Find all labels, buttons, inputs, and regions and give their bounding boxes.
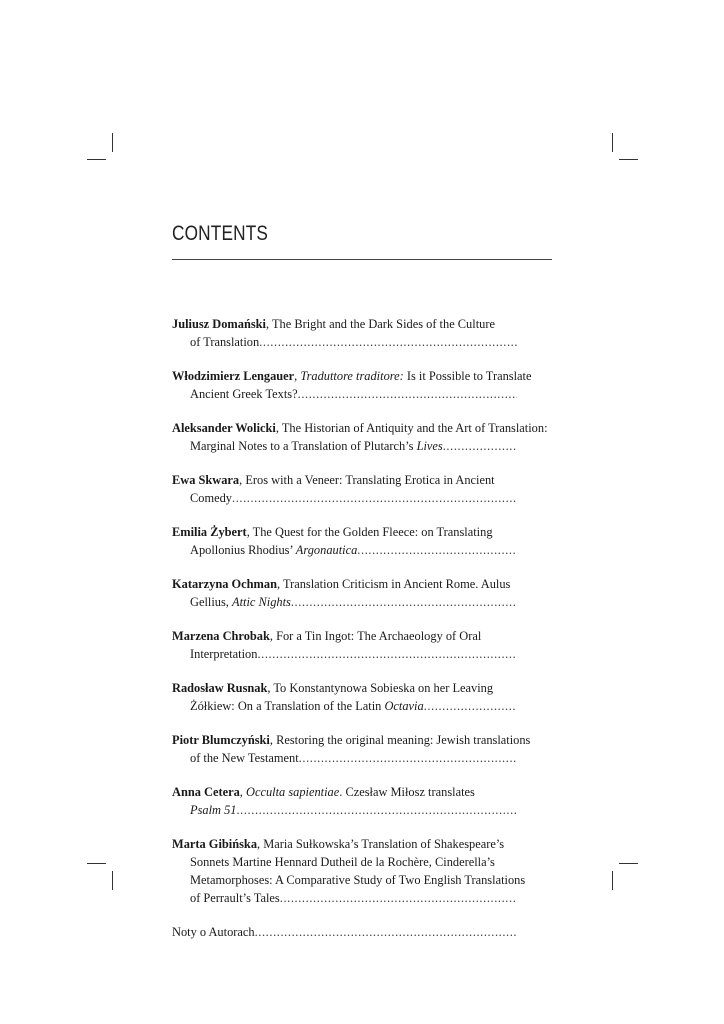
toc-entry-title-text bbox=[172, 369, 531, 383]
toc-entry-title-last-line bbox=[172, 593, 517, 611]
toc-entry-title-segment: Noty o Autorach bbox=[172, 925, 255, 939]
toc-entry-title-text bbox=[172, 681, 493, 695]
toc-entry-title-segment: Sonnets Martine Hennard Dutheil de la Rochère, Cinderella’s bbox=[190, 855, 495, 869]
toc-entry-title-segment: of Perrault’s Tales bbox=[190, 891, 280, 905]
page-title: CONTENTS bbox=[172, 222, 269, 245]
toc-entry-title-segment: , For a Tin Ingot: The Archaeology of Oral bbox=[269, 629, 482, 643]
toc-entry-title-text bbox=[172, 317, 495, 331]
toc-entry-author: Emilia Żybert bbox=[172, 525, 247, 539]
toc-entry-title-text bbox=[172, 421, 548, 435]
toc-entry[interactable] bbox=[172, 315, 517, 351]
dot-leader bbox=[259, 333, 517, 351]
toc-entry-title-segment: Argonautica bbox=[295, 543, 358, 557]
toc-entry-title-text bbox=[172, 837, 504, 851]
toc-entry-title-last-line bbox=[172, 541, 517, 559]
toc-entry-title-line bbox=[172, 853, 517, 871]
dot-leader bbox=[443, 437, 517, 455]
toc-entry-title-segment: , The Historian of Antiquity and the Art of Translation: bbox=[275, 421, 548, 435]
toc-entry-author: Piotr Blumczyński bbox=[172, 733, 270, 747]
toc-entry-title-segment: , The Quest for the Golden Fleece: on Translating bbox=[246, 525, 493, 539]
toc-entry-title-last-line bbox=[172, 645, 517, 663]
toc-entry[interactable] bbox=[172, 471, 517, 507]
toc-entry-title-text bbox=[190, 593, 291, 611]
toc-entry-title-last-line bbox=[172, 801, 517, 819]
toc-entry-title-line bbox=[172, 731, 531, 749]
dot-leader bbox=[357, 541, 517, 559]
toc-entry-title-text bbox=[190, 855, 495, 869]
toc-entry-author: Aleksander Wolicki bbox=[172, 421, 276, 435]
toc-entry-author: Marzena Chrobak bbox=[172, 629, 270, 643]
toc-entry[interactable] bbox=[172, 923, 517, 941]
crop-mark-bottom-left-horizontal bbox=[87, 863, 106, 864]
toc-entry[interactable] bbox=[172, 731, 531, 767]
toc-entry-title-line bbox=[172, 679, 517, 697]
toc-entry-title-last-line bbox=[172, 749, 517, 767]
dot-leader bbox=[424, 697, 517, 715]
toc-entry-title-segment: Żółkiew: On a Translation of the Latin bbox=[190, 699, 385, 713]
toc-entry-title-text bbox=[190, 749, 299, 767]
toc-entry-title-text bbox=[190, 801, 236, 819]
toc-entry-title-segment: . Czesław Miłosz translates bbox=[339, 785, 475, 799]
toc-entry-title-segment: Marginal Notes to a Translation of Plutarch’s bbox=[190, 439, 417, 453]
crop-mark-top-left-vertical bbox=[112, 133, 113, 152]
crop-mark-top-left-horizontal bbox=[87, 159, 106, 160]
toc-entry-title-segment: , To Konstantynowa Sobieska on her Leaving bbox=[267, 681, 494, 695]
toc-entry-title-line bbox=[172, 523, 517, 541]
toc-entry-title-last-line bbox=[172, 437, 517, 455]
toc-entry-title-text bbox=[190, 889, 280, 907]
toc-entry-title-segment: Lives bbox=[416, 439, 443, 453]
toc-entry-title-text bbox=[190, 541, 357, 559]
toc-entry-author: Katarzyna Ochman bbox=[172, 577, 277, 591]
toc-entry-author: Radosław Rusnak bbox=[172, 681, 268, 695]
toc-entry[interactable] bbox=[172, 783, 517, 819]
dot-leader bbox=[232, 489, 517, 507]
toc-entry-title-text bbox=[190, 645, 257, 663]
toc-entry-title-text bbox=[172, 785, 475, 799]
toc-entry-title-segment: , The Bright and the Dark Sides of the Culture bbox=[266, 317, 495, 331]
toc-entry-title-text bbox=[172, 923, 255, 941]
title-rule bbox=[172, 259, 552, 260]
toc-entry-title-last-line bbox=[172, 923, 517, 941]
crop-mark-top-right-vertical bbox=[612, 133, 613, 152]
toc-entry-title-line bbox=[172, 315, 517, 333]
toc-entry-title-segment: Traduttore traditore: bbox=[300, 369, 404, 383]
toc-entry-title-text bbox=[190, 437, 443, 455]
toc-entry-author: Marta Gibińska bbox=[172, 837, 258, 851]
toc-entry-title-text bbox=[172, 577, 510, 591]
toc-entry-title-last-line bbox=[172, 697, 517, 715]
toc-entry[interactable] bbox=[172, 835, 526, 907]
dot-leader bbox=[236, 801, 517, 819]
toc-entry-title-segment: Attic Nights bbox=[232, 595, 291, 609]
toc-entry-title-text bbox=[190, 873, 525, 887]
toc-entry-author: Anna Cetera bbox=[172, 785, 240, 799]
toc-entry-title-segment: , Eros with a Veneer: Translating Erotica in Ancient bbox=[239, 473, 495, 487]
toc-entry-title-segment: Occulta sapientiae bbox=[246, 785, 340, 799]
toc-entry-title-text bbox=[172, 629, 481, 643]
dot-leader bbox=[280, 889, 517, 907]
toc-entry-title-text bbox=[190, 333, 259, 351]
toc-entry-title-last-line bbox=[172, 385, 517, 403]
toc-entry-title-segment: of Translation bbox=[190, 335, 260, 349]
table-of-contents bbox=[172, 315, 548, 957]
toc-entry-title-segment: , bbox=[294, 369, 301, 383]
toc-entry-title-line bbox=[172, 471, 517, 489]
toc-entry[interactable] bbox=[172, 367, 532, 403]
crop-mark-bottom-right-horizontal bbox=[619, 863, 638, 864]
toc-entry-title-text bbox=[190, 489, 232, 507]
toc-entry[interactable] bbox=[172, 679, 517, 715]
dot-leader bbox=[299, 749, 517, 767]
crop-mark-bottom-right-vertical bbox=[612, 871, 613, 890]
crop-mark-top-right-horizontal bbox=[619, 159, 638, 160]
toc-entry-title-text bbox=[172, 733, 530, 747]
dot-leader bbox=[291, 593, 517, 611]
toc-entry-title-segment: Metamorphoses: A Comparative Study of Two English Translations bbox=[190, 873, 526, 887]
dot-leader bbox=[257, 645, 517, 663]
toc-entry-title-line bbox=[172, 871, 526, 889]
toc-entry-title-line bbox=[172, 783, 517, 801]
toc-entry-title-line bbox=[172, 627, 517, 645]
toc-entry-title-last-line bbox=[172, 889, 517, 907]
toc-entry-title-segment: Comedy bbox=[190, 491, 232, 505]
crop-mark-bottom-left-vertical bbox=[112, 871, 113, 890]
toc-entry-title-text bbox=[172, 473, 495, 487]
toc-entry-title-segment: Is it Possible to Translate bbox=[403, 369, 532, 383]
toc-entry-title-segment: , Restoring the original meaning: Jewish translations bbox=[269, 733, 531, 747]
toc-entry-title-text bbox=[172, 525, 493, 539]
toc-entry-title-segment: Octavia bbox=[384, 699, 424, 713]
toc-entry-title-last-line bbox=[172, 489, 517, 507]
toc-entry-title-segment: Psalm 51 bbox=[190, 803, 237, 817]
toc-entry-title-segment: , bbox=[239, 785, 246, 799]
toc-entry-title-line bbox=[172, 419, 548, 437]
toc-entry-title-text bbox=[190, 385, 298, 403]
toc-entry-title-segment: Gellius, bbox=[190, 595, 232, 609]
toc-entry-title-segment: , Maria Sułkowska’s Translation of Shakespeare’s bbox=[257, 837, 505, 851]
toc-entry-title-segment: , Translation Criticism in Ancient Rome. Aulus bbox=[276, 577, 511, 591]
toc-entry-title-segment: Interpretation bbox=[190, 647, 258, 661]
toc-entry-title-line bbox=[172, 835, 517, 853]
toc-entry-title-text bbox=[190, 697, 424, 715]
toc-entry-title-line bbox=[172, 575, 517, 593]
toc-entry-title-segment: Apollonius Rhodius’ bbox=[190, 543, 296, 557]
toc-entry-title-segment: of the New Testament bbox=[190, 751, 299, 765]
toc-entry[interactable] bbox=[172, 575, 517, 611]
toc-entry-author: Juliusz Domański bbox=[172, 317, 266, 331]
dot-leader bbox=[255, 923, 517, 941]
toc-entry-title-last-line bbox=[172, 333, 517, 351]
toc-entry-title-segment: Ancient Greek Texts? bbox=[190, 387, 298, 401]
toc-entry[interactable] bbox=[172, 419, 548, 455]
toc-entry-title-line bbox=[172, 367, 532, 385]
toc-entry-author: Ewa Skwara bbox=[172, 473, 240, 487]
dot-leader bbox=[298, 385, 517, 403]
toc-entry[interactable] bbox=[172, 627, 517, 663]
toc-entry-author: Włodzimierz Lengauer bbox=[172, 369, 295, 383]
toc-entry[interactable] bbox=[172, 523, 517, 559]
